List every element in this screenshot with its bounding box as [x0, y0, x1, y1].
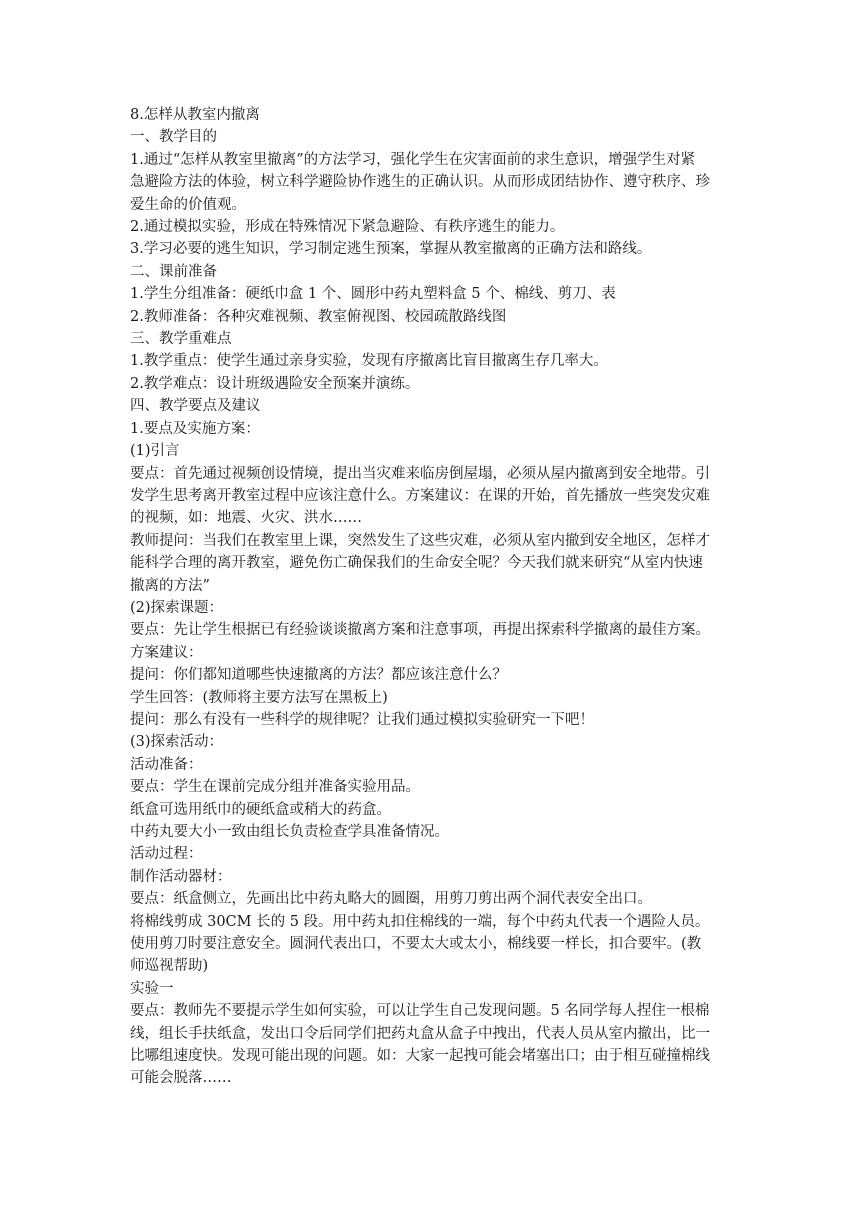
document-text-line: 2.教学难点：设计班级遇险安全预案并演练。: [130, 375, 420, 392]
document-text-line: 8.怎样从教室内撤离: [130, 107, 260, 123]
document-text-line: 要点：纸盒侧立，先画出比中药丸略大的圆圈，用剪刀剪出两个洞代表安全出口。: [130, 891, 652, 908]
document-text-line: 线，组长手扶纸盒，发出口令后同学们把药丸盒从盒子中拽出，代表人员从室内撤出，比一: [130, 1025, 710, 1042]
document-text-line: 一、教学目的: [130, 129, 217, 146]
document-text-line: 二、课前准备: [130, 263, 217, 280]
document-text-line: 发学生思考离开教室过程中应该注意什么。方案建议：在课的开始，首先播放一些突发灾难: [130, 487, 710, 504]
document-text-line: 爱生命的价值观。: [130, 196, 246, 213]
document-text-line: 方案建议：: [130, 644, 203, 661]
document-text-line: 撤离的方法”: [130, 577, 210, 594]
document-text-line: 要点：首先通过视频创设情境，提出当灾难来临房倒屋塌，必须从屋内撤离到安全地带。引: [130, 465, 710, 482]
document-text-line: 1.通过“怎样从教室里撤离”的方法学习，强化学生在灾害面前的求生意识，增强学生对紧: [130, 151, 696, 168]
document-text-line: 活动过程：: [130, 846, 203, 863]
document-text-line: 1.要点及实施方案：: [130, 420, 260, 437]
document-text-line: 提问：你们都知道哪些快速撤离的方法？都应该注意什么？: [130, 667, 507, 684]
document-text-line: 师巡视帮助): [130, 958, 209, 975]
document-text-line: 1.学生分组准备：硬纸巾盒 1 个、圆形中药丸塑料盒 5 个、棉线、剪刀、表: [130, 286, 616, 303]
document-text-line: 2.通过模拟实验，形成在特殊情况下紧急避险、有秩序逃生的能力。: [130, 219, 565, 236]
document-text-line: 要点：教师先不要提示学生如何实验，可以让学生自己发现问题。5 名同学每人捏住一根棉: [130, 1003, 710, 1020]
document-text-line: 学生回答：(教师将主要方法写在黑板上): [130, 689, 388, 706]
document-text-line: 1.教学重点：使学生通过亲身实验，发现有序撤离比盲目撤离生存几率大。: [130, 353, 608, 370]
document-text-line: 实验一: [130, 980, 174, 997]
document-text-line: 纸盒可选用纸巾的硬纸盒或稍大的药盒。: [130, 801, 391, 818]
document-text-line: 使用剪刀时要注意安全。圆洞代表出口，不要太大或太小，棉线要一样长，扣合要牢。(教: [130, 936, 702, 953]
document-text-line: 的视频，如：地震、火灾、洪水……: [130, 510, 362, 527]
document-text-line: 中药丸要大小一致由组长负责检查学具准备情况。: [130, 824, 449, 840]
document-text-line: 教师提问：当我们在教室里上课，突然发生了这些灾难，必须从室内撤到安全地区，怎样才: [130, 532, 710, 549]
document-text-line: 要点：学生在课前完成分组并准备实验用品。: [130, 779, 420, 796]
document-text-line: 比哪组速度快。发现可能出现的问题。如：大家一起拽可能会堵塞出口；由于相互碰撞棉线: [130, 1048, 710, 1065]
document-text-line: 三、教学重难点: [130, 331, 232, 348]
document-text-line: 四、教学要点及建议: [130, 398, 261, 415]
document-text-line: (3)探索活动：: [130, 734, 224, 751]
document-text-line: 活动准备：: [130, 756, 203, 773]
document-text-line: (1)引言: [130, 443, 180, 460]
document-text-line: 制作活动器材：: [130, 868, 232, 885]
document-text-line: 能科学合理的离开教室，避免伤亡确保我们的生命安全呢？今天我们就来研究“从室内快速: [130, 555, 703, 572]
document-text-line: 3.学习必要的逃生知识，学习制定逃生预案，掌握从教室撤离的正确方法和路线。: [130, 241, 652, 258]
document-body: [130, 104, 736, 1090]
document-text-line: 2.教师准备：各种灾难视频、教室俯视图、校园疏散路线图: [130, 308, 507, 325]
document-text-line: 提问：那么有没有一些科学的规律呢？让我们通过模拟实验研究一下吧！: [130, 711, 594, 728]
document-text-line: 要点：先让学生根据已有经验谈谈撤离方案和注意事项，再提出探索科学撤离的最佳方案。: [130, 622, 710, 639]
document-text-line: 急避险方法的体验，树立科学避险协作逃生的正确认识。从而形成团结协作、遵守秩序、珍: [130, 174, 710, 191]
document-text-line: 可能会脱落……: [130, 1070, 232, 1087]
document-text-line: 将棉线剪成 30CM 长的 5 段。用中药丸扣住棉线的一端，每个中药丸代表一个遇险人员。: [130, 913, 710, 930]
document-text-line: (2)探索课题：: [130, 599, 224, 616]
